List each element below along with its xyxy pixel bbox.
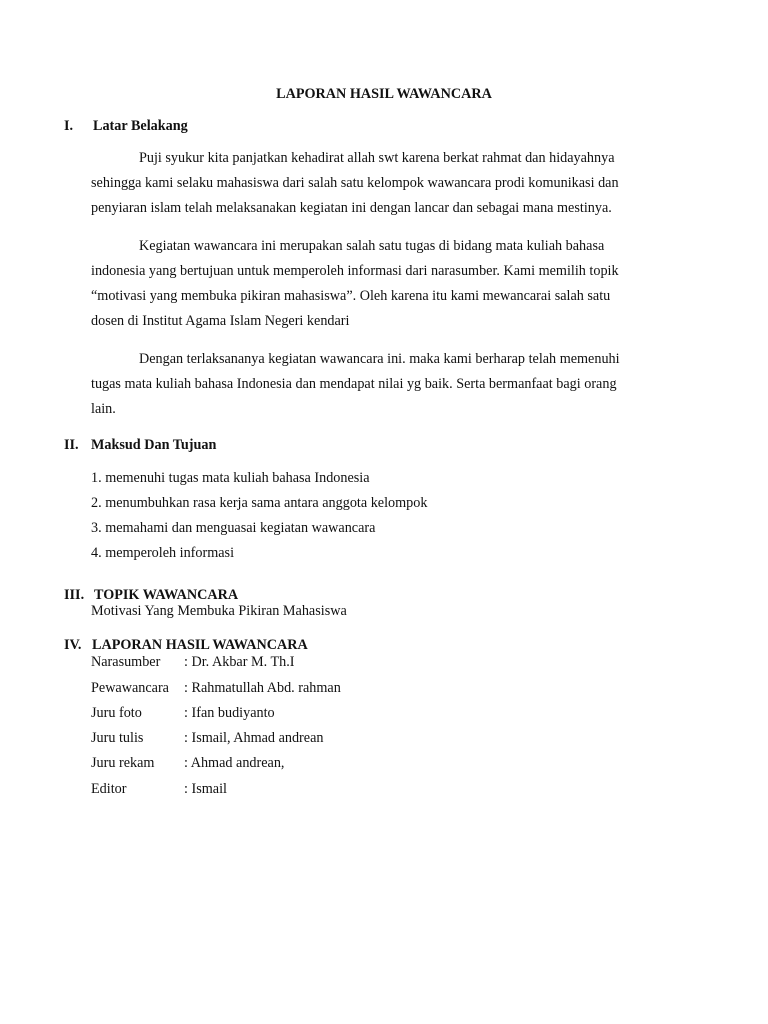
report-value: : Ismail, Ahmad andrean	[184, 730, 324, 746]
list-item: 4. memperoleh informasi	[91, 545, 235, 561]
report-value: : Ifan budiyanto	[184, 705, 275, 721]
topic-text: Motivasi Yang Membuka Pikiran Mahasiswa	[91, 603, 347, 619]
paragraph-line: penyiaran islam telah melaksanakan kegiatan ini dengan lancar dan sebagai mana mestinya.	[91, 200, 612, 216]
report-value: : Rahmatullah Abd. rahman	[184, 680, 341, 696]
paragraph-line: Dengan terlaksananya kegiatan wawancara ini. maka kami berharap telah memenuhi	[139, 351, 620, 367]
list-item: 2. menumbuhkan rasa kerja sama antara anggota kelompok	[91, 495, 428, 511]
paragraph-line: sehingga kami selaku mahasiswa dari salah satu kelompok wawancara prodi komunikasi dan	[91, 175, 619, 191]
report-label: Juru rekam	[91, 755, 155, 771]
paragraph-line: dosen di Institut Agama Islam Negeri kendari	[91, 313, 350, 329]
report-value: : Ahmad andrean,	[184, 755, 285, 771]
section-1-heading: Latar Belakang	[93, 118, 188, 134]
paragraph-line: tugas mata kuliah bahasa Indonesia dan mendapat nilai yg baik. Serta bermanfaat bagi orang	[91, 376, 617, 392]
report-label: Juru tulis	[91, 730, 144, 746]
paragraph-line: Kegiatan wawancara ini merupakan salah satu tugas di bidang mata kuliah bahasa	[139, 238, 605, 254]
paragraph-line: lain.	[91, 401, 116, 417]
section-4-heading: LAPORAN HASIL WAWANCARA	[92, 637, 308, 653]
section-2-number: II.	[64, 437, 79, 453]
section-2-heading: Maksud Dan Tujuan	[91, 437, 217, 453]
list-item: 3. memahami dan menguasai kegiatan wawancara	[91, 520, 376, 536]
report-label: Editor	[91, 781, 127, 797]
document-title: LAPORAN HASIL WAWANCARA	[276, 86, 492, 102]
paragraph-line: Puji syukur kita panjatkan kehadirat allah swt karena berkat rahmat dan hidayahnya	[139, 150, 615, 166]
paragraph-line: indonesia yang bertujuan untuk memperoleh informasi dari narasumber. Kami memilih topik	[91, 263, 619, 279]
report-value: : Ismail	[184, 781, 227, 797]
report-value: : Dr. Akbar M. Th.I	[184, 654, 295, 670]
report-label: Pewawancara	[91, 680, 169, 696]
paragraph-line: “motivasi yang membuka pikiran mahasiswa”. Oleh karena itu kami mewancarai salah satu	[91, 288, 611, 304]
section-1-number: I.	[64, 118, 74, 134]
section-3-heading: TOPIK WAWANCARA	[94, 587, 239, 603]
report-label: Juru foto	[91, 705, 142, 721]
list-item: 1. memenuhi tugas mata kuliah bahasa Indonesia	[91, 470, 370, 486]
section-4-number: IV.	[64, 637, 82, 653]
report-label: Narasumber	[91, 654, 161, 670]
section-3-number: III.	[64, 587, 85, 603]
